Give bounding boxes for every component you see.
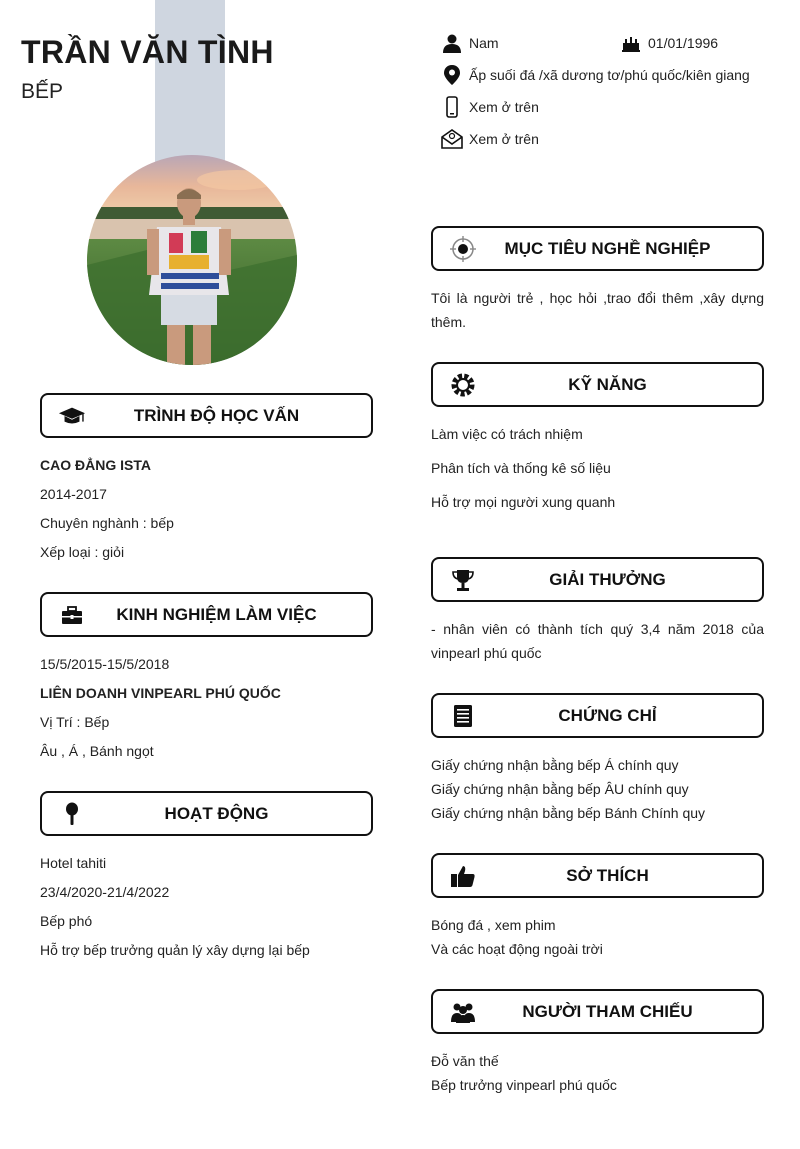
- activities-place: Hotel tahiti: [40, 855, 107, 871]
- experience-period: 15/5/2015-15/5/2018: [40, 656, 170, 672]
- activities-role: Bếp phó: [40, 913, 93, 929]
- graduation-cap-icon: [58, 404, 86, 428]
- people-icon: [449, 1000, 477, 1024]
- thumbs-up-icon: [449, 864, 477, 888]
- birthday-value: 01/01/1996: [648, 35, 719, 51]
- gear-icon: [449, 373, 477, 397]
- education-grade: Xếp loại : giỏi: [40, 544, 125, 560]
- skill-item: Làm việc có trách nhiệm: [431, 426, 583, 442]
- experience-company: LIÊN DOANH VINPEARL PHÚ QUỐC: [40, 685, 281, 701]
- phone-icon: [441, 96, 463, 118]
- pin-icon: [58, 802, 86, 826]
- activities-heading: HOẠT ĐỘNG: [164, 803, 269, 823]
- trophy-icon: [449, 568, 477, 592]
- briefcase-icon: [58, 603, 86, 627]
- contact-phone: [441, 96, 539, 118]
- awards-heading: GIẢI THƯỞNG: [549, 569, 666, 589]
- education-heading: TRÌNH ĐỘ HỌC VẤN: [133, 405, 300, 425]
- skill-item: Hỗ trợ mọi người xung quanh: [431, 494, 616, 510]
- email-icon: [441, 128, 463, 150]
- awards-text: - nhân viên có thành tích quý 3,4 năm 2018 của vinpearl phú quốc: [431, 621, 764, 661]
- email-value: Xem ở trên: [469, 131, 539, 147]
- education-period: 2014-2017: [40, 486, 107, 502]
- experience-detail: Âu , Á , Bánh ngọt: [40, 743, 154, 759]
- objective-section-header: [431, 226, 764, 271]
- hobbies-section-header: [431, 853, 764, 898]
- activities-section-header: [40, 791, 373, 836]
- certificate-item: Giấy chứng nhận bằng bếp Bánh Chính quy: [431, 805, 706, 821]
- hobbies-heading: SỞ THÍCH: [566, 865, 649, 885]
- certificates-heading: CHỨNG CHỈ: [558, 705, 657, 725]
- user-icon: [441, 32, 463, 54]
- education-major: Chuyên nghành : bếp: [40, 515, 174, 531]
- objective-heading: MỤC TIÊU NGHỀ NGHIỆP: [504, 238, 711, 258]
- references-heading: NGƯỜI THAM CHIẾU: [522, 1001, 693, 1021]
- skills-section-header: [431, 362, 764, 407]
- experience-section-header: [40, 592, 373, 637]
- gender-value: Nam: [469, 35, 499, 51]
- certificate-item: Giấy chứng nhận bằng bếp Á chính quy: [431, 757, 679, 773]
- birthday-cake-icon: [620, 32, 642, 54]
- objective-text: Tôi là người trẻ , học hỏi ,trao đổi thêm ,xây dựng thêm.: [431, 290, 764, 330]
- contact-gender: [441, 32, 499, 54]
- activities-detail: Hỗ trợ bếp trưởng quản lý xây dựng lại bếp: [40, 942, 310, 958]
- contact-address: [441, 64, 750, 86]
- hobby-item: Và các hoạt động ngoài trời: [431, 941, 603, 957]
- activities-period: 23/4/2020-21/4/2022: [40, 884, 170, 900]
- references-section-header: [431, 989, 764, 1034]
- contact-birthday: [620, 32, 718, 54]
- experience-position: Vị Trí : Bếp: [40, 714, 110, 730]
- target-icon: [449, 237, 477, 261]
- address-value: Ấp suối đá /xã dương tơ/phú quốc/kiên giang: [469, 67, 750, 83]
- education-section-header: [40, 393, 373, 438]
- certificate-icon: [449, 704, 477, 728]
- candidate-name: TRẦN VĂN TÌNH: [21, 34, 274, 70]
- reference-item: Đỗ văn thế: [431, 1053, 499, 1069]
- hobby-item: Bóng đá , xem phim: [431, 917, 556, 933]
- reference-item: Bếp trưởng vinpearl phú quốc: [431, 1077, 617, 1093]
- certificates-section-header: [431, 693, 764, 738]
- skills-heading: KỸ NĂNG: [568, 374, 647, 394]
- phone-value: Xem ở trên: [469, 99, 539, 115]
- experience-heading: KINH NGHIỆM LÀM VIỆC: [116, 604, 317, 624]
- awards-section-header: [431, 557, 764, 602]
- map-pin-icon: [441, 64, 463, 86]
- skill-item: Phân tích và thống kê số liệu: [431, 460, 611, 476]
- education-school: CAO ĐẲNG ISTA: [40, 457, 151, 473]
- candidate-job-title: BẾP: [21, 80, 64, 103]
- profile-photo: [87, 155, 297, 365]
- certificate-item: Giấy chứng nhận bằng bếp ÂU chính quy: [431, 781, 689, 797]
- contact-email: [441, 128, 539, 150]
- header-accent-bar: [155, 0, 225, 175]
